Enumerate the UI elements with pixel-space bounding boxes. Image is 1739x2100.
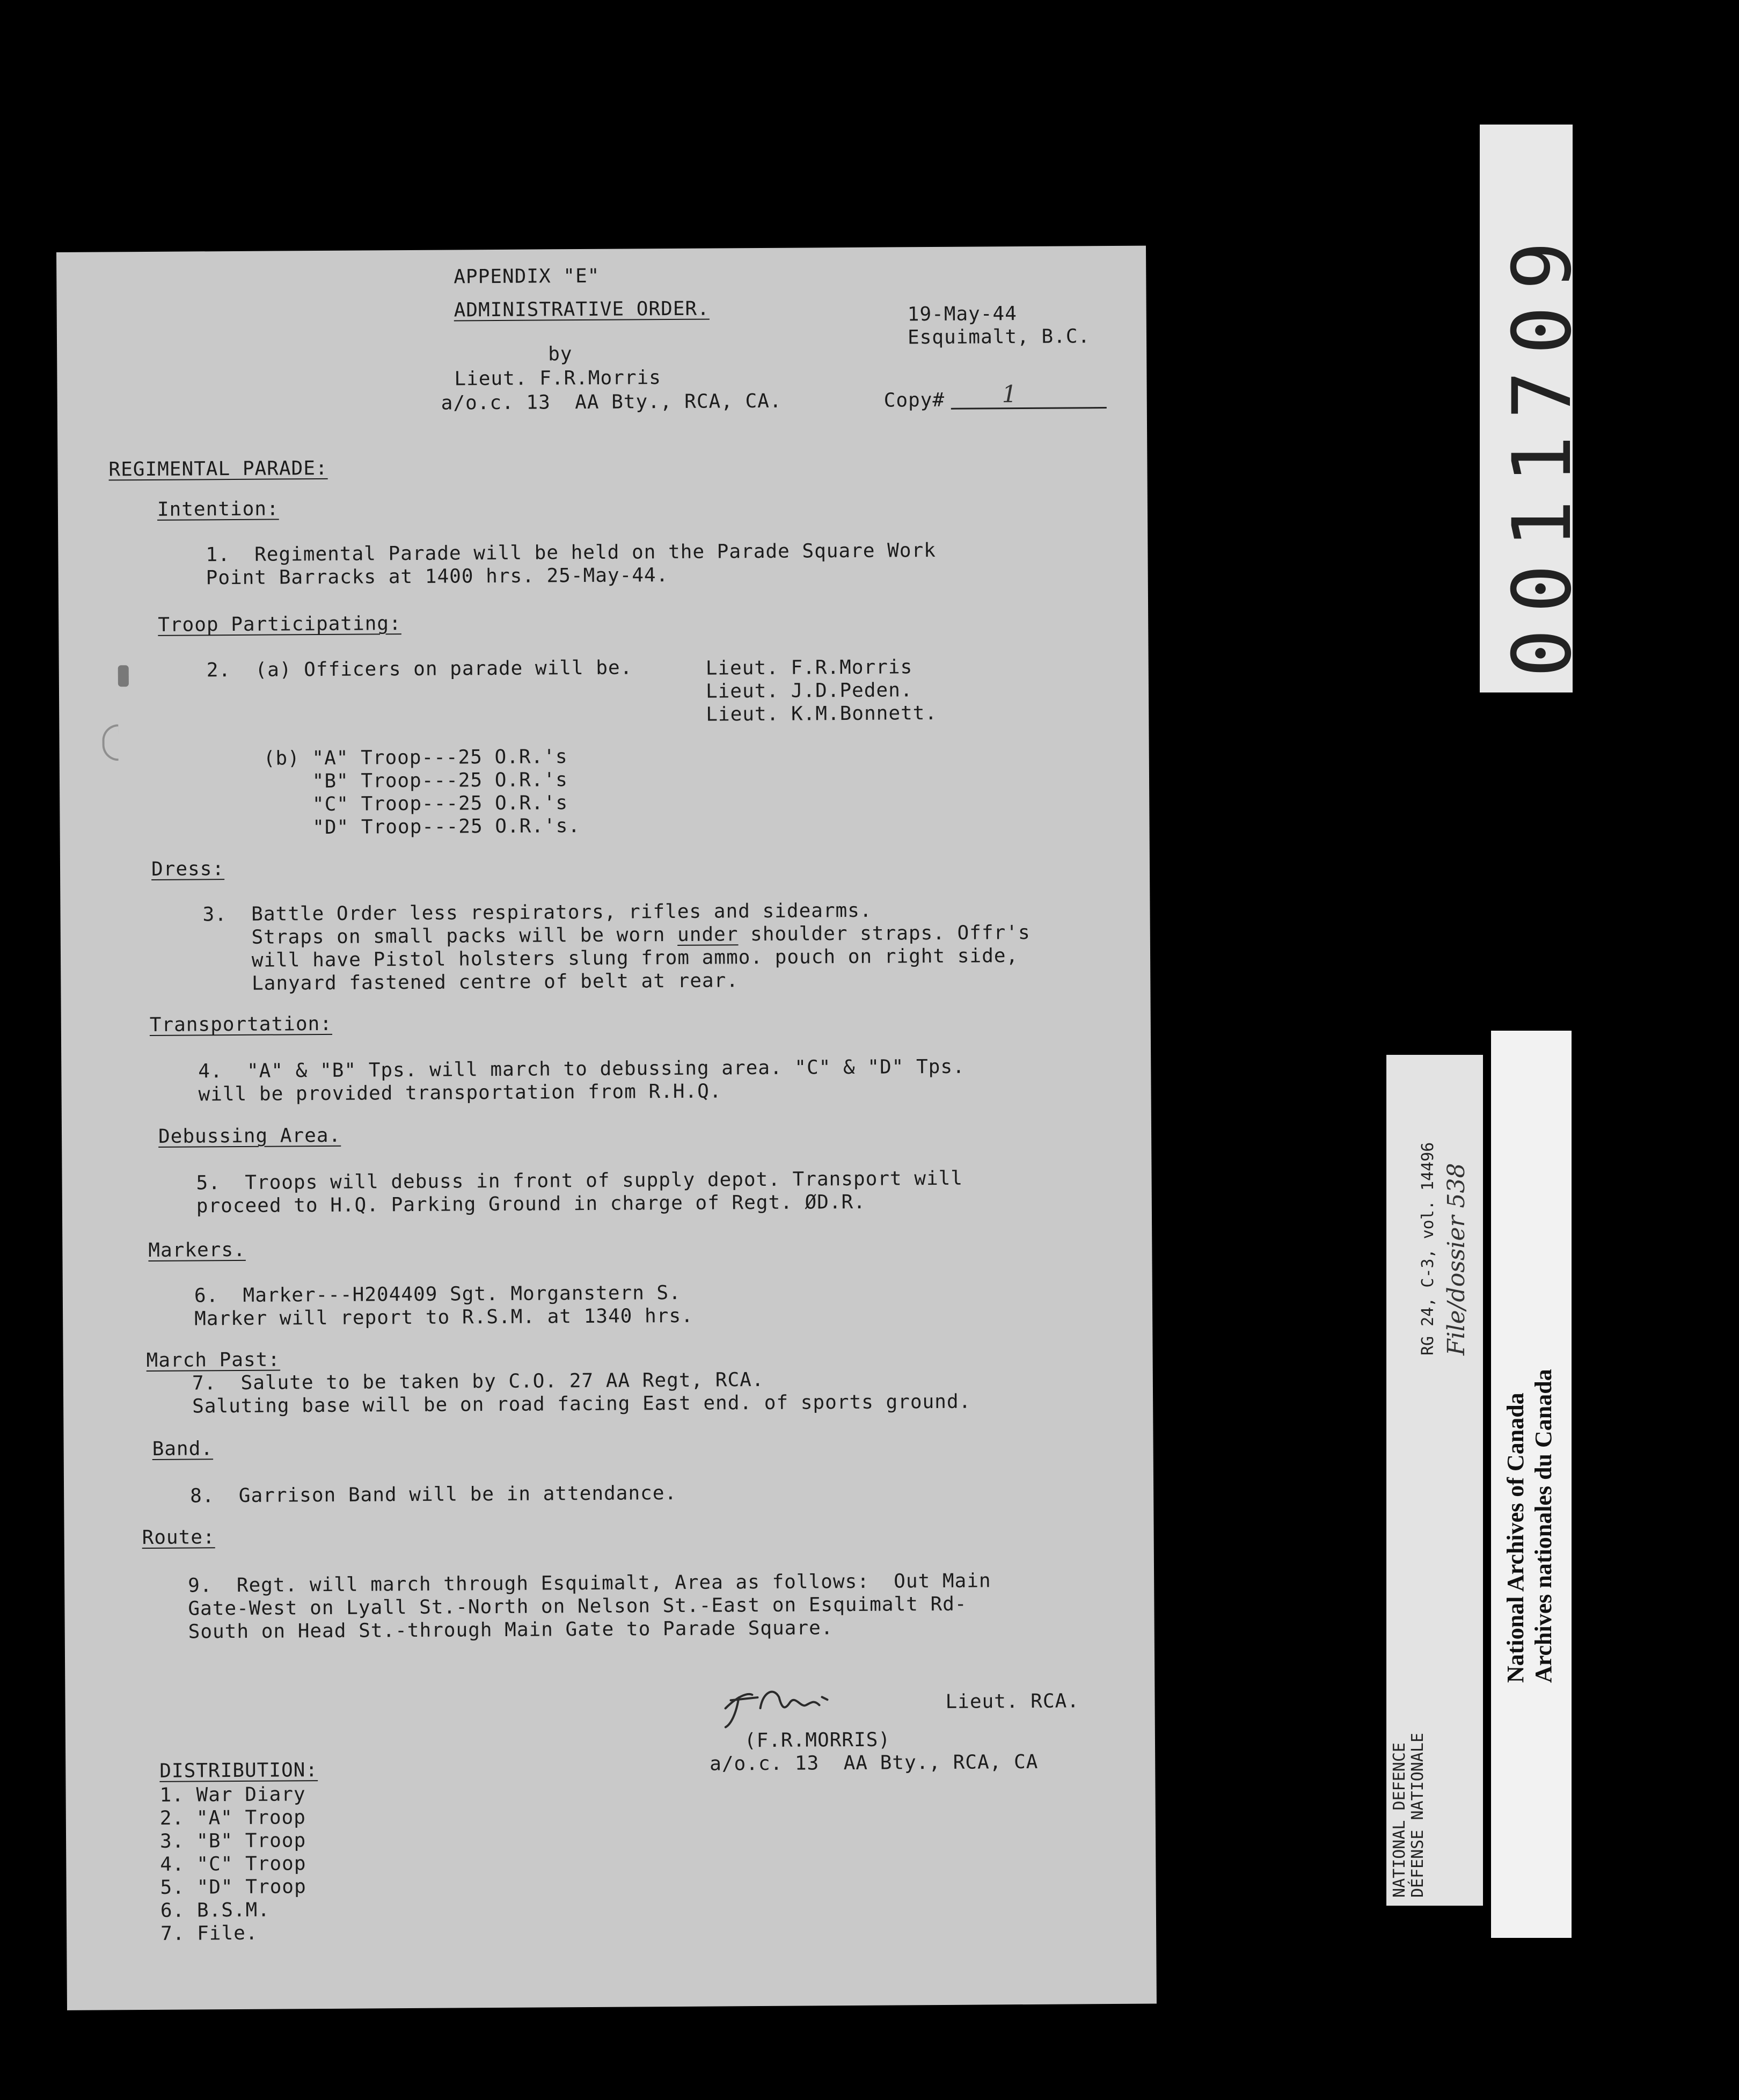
copy-number: 1 [1002, 381, 1017, 409]
band-heading: Band. [152, 1438, 214, 1460]
distribution-item: 5. "D" Troop [160, 1876, 306, 1899]
troop-c: "C" Troop---25 O.R.'s [264, 792, 568, 816]
troop-heading: Troop Participating: [158, 612, 401, 636]
markers-line-2: Marker will report to R.S.M. at 1340 hrs. [194, 1304, 693, 1330]
copy-label: Copy# [883, 389, 945, 412]
na-line-2: Archives nationales du Canada [1530, 1369, 1557, 1683]
frame-number-stamp [1480, 125, 1589, 692]
officer-2: Lieut. J.D.Peden. [705, 679, 913, 703]
march-past-line-1: 7. Salute to be taken by C.O. 27 AA Regt, RCA. [192, 1368, 764, 1395]
dress-line-1: 3. Battle Order less respirators, rifles and sidearms. [202, 899, 872, 926]
route-line-1: 9. Regt. will march through Esquimalt, Area as follows: Out Main [188, 1570, 991, 1597]
distribution-item: 6. B.S.M. [160, 1899, 271, 1922]
signature-name: (F.R.MORRIS) [744, 1729, 891, 1752]
appendix-label: APPENDIX "E" [454, 265, 600, 288]
dress-line-3: will have Pistol holsters slung from ammo. pouch on right side, [202, 945, 1019, 972]
dress-line-2: Straps on small packs will be worn under shoulder straps. Offr's [202, 921, 1031, 949]
paper-clip-mark [102, 724, 118, 761]
copy-number-line [951, 407, 1107, 410]
officers-intro: 2. (a) Officers on parade will be. [206, 657, 633, 682]
transportation-heading: Transportation: [149, 1012, 333, 1036]
document-date: 19-May-44 [907, 303, 1017, 326]
by-label: by [548, 343, 573, 366]
document-place: Esquimalt, B.C. [907, 325, 1091, 349]
unit-line: a/o.c. 13 AA Bty., RCA, CA. [441, 390, 782, 414]
distribution-item: 3. "B" Troop [159, 1829, 306, 1853]
route-line-2: Gate-West on Lyall St.-North on Nelson St.-East on Esquimalt Rd- [188, 1593, 967, 1620]
transportation-line-1: 4. "A" & "B" Tps. will march to debussing area. "C" & "D" Tps. [198, 1055, 965, 1083]
national-defence-label [1386, 1055, 1483, 1906]
national-archives-label [1491, 1031, 1572, 1938]
distribution-item: 7. File. [160, 1922, 258, 1945]
distribution-item: 4. "C" Troop [160, 1853, 306, 1876]
officer-1: Lieut. F.R.Morris [705, 656, 913, 680]
paper-clip-mark [118, 665, 129, 687]
march-past-line-2: Saluting base will be on road facing East end. of sports ground. [192, 1390, 971, 1418]
dress-heading: Dress: [151, 858, 225, 880]
debussing-heading: Debussing Area. [158, 1124, 341, 1148]
nd-line-1: NATIONAL DEFENCE [1390, 1742, 1409, 1898]
troop-b: "B" Troop---25 O.R.'s [263, 769, 568, 793]
archive-reference: RG 24, C-3, vol. 14496 [1419, 1142, 1437, 1355]
file-dossier-handwritten: File/dossier 538 [1443, 1163, 1470, 1355]
markers-heading: Markers. [148, 1238, 246, 1262]
document-title: ADMINISTRATIVE ORDER. [454, 297, 710, 322]
signature-unit: a/o.c. 13 AA Bty., RCA, CA [710, 1751, 1039, 1775]
distribution-heading: DISTRIBUTION: [159, 1759, 318, 1782]
troop-d: "D" Troop---25 O.R.'s. [264, 815, 581, 839]
distribution-item: 2. "A" Troop [159, 1806, 306, 1829]
officer-3: Lieut. K.M.Bonnett. [706, 702, 938, 726]
author-line: Lieut. F.R.Morris [454, 367, 662, 390]
signature [714, 1675, 838, 1735]
debussing-line-2: proceed to H.Q. Parking Ground in charge of Regt. ØD.R. [196, 1191, 866, 1217]
markers-line-1: 6. Marker---H204409 Sgt. Morganstern S. [194, 1281, 681, 1307]
na-line-1: National Archives of Canada [1502, 1392, 1529, 1683]
distribution-item: 1. War Diary [159, 1783, 306, 1806]
debussing-line-1: 5. Troops will debuss in front of supply depot. Transport will [196, 1167, 963, 1194]
march-past-heading: March Past: [146, 1348, 281, 1372]
document-page [56, 246, 1157, 2010]
band-line-1: 8. Garrison Band will be in attendance. [190, 1482, 677, 1507]
route-line-3: South on Head St.-through Main Gate to Parade Square. [188, 1617, 834, 1643]
signature-rank: Lieut. RCA. [945, 1690, 1080, 1713]
troop-a: (b) "A" Troop---25 O.R.'s [263, 746, 568, 770]
transportation-line-2: will be provided transportation from R.H.Q. [198, 1080, 722, 1106]
intention-heading: Intention: [157, 498, 279, 521]
frame-number: 0011709 [1496, 225, 1589, 677]
dress-line-4: Lanyard fastened centre of belt at rear. [203, 969, 739, 995]
route-heading: Route: [142, 1526, 215, 1549]
nd-line-2: DÉFENSE NATIONALE [1408, 1732, 1427, 1898]
subject-heading: REGIMENTAL PARADE: [108, 457, 328, 481]
intention-line-1: 1. Regimental Parade will be held on the Parade Square Work [206, 539, 936, 566]
intention-line-2: Point Barracks at 1400 hrs. 25-May-44. [206, 564, 669, 589]
